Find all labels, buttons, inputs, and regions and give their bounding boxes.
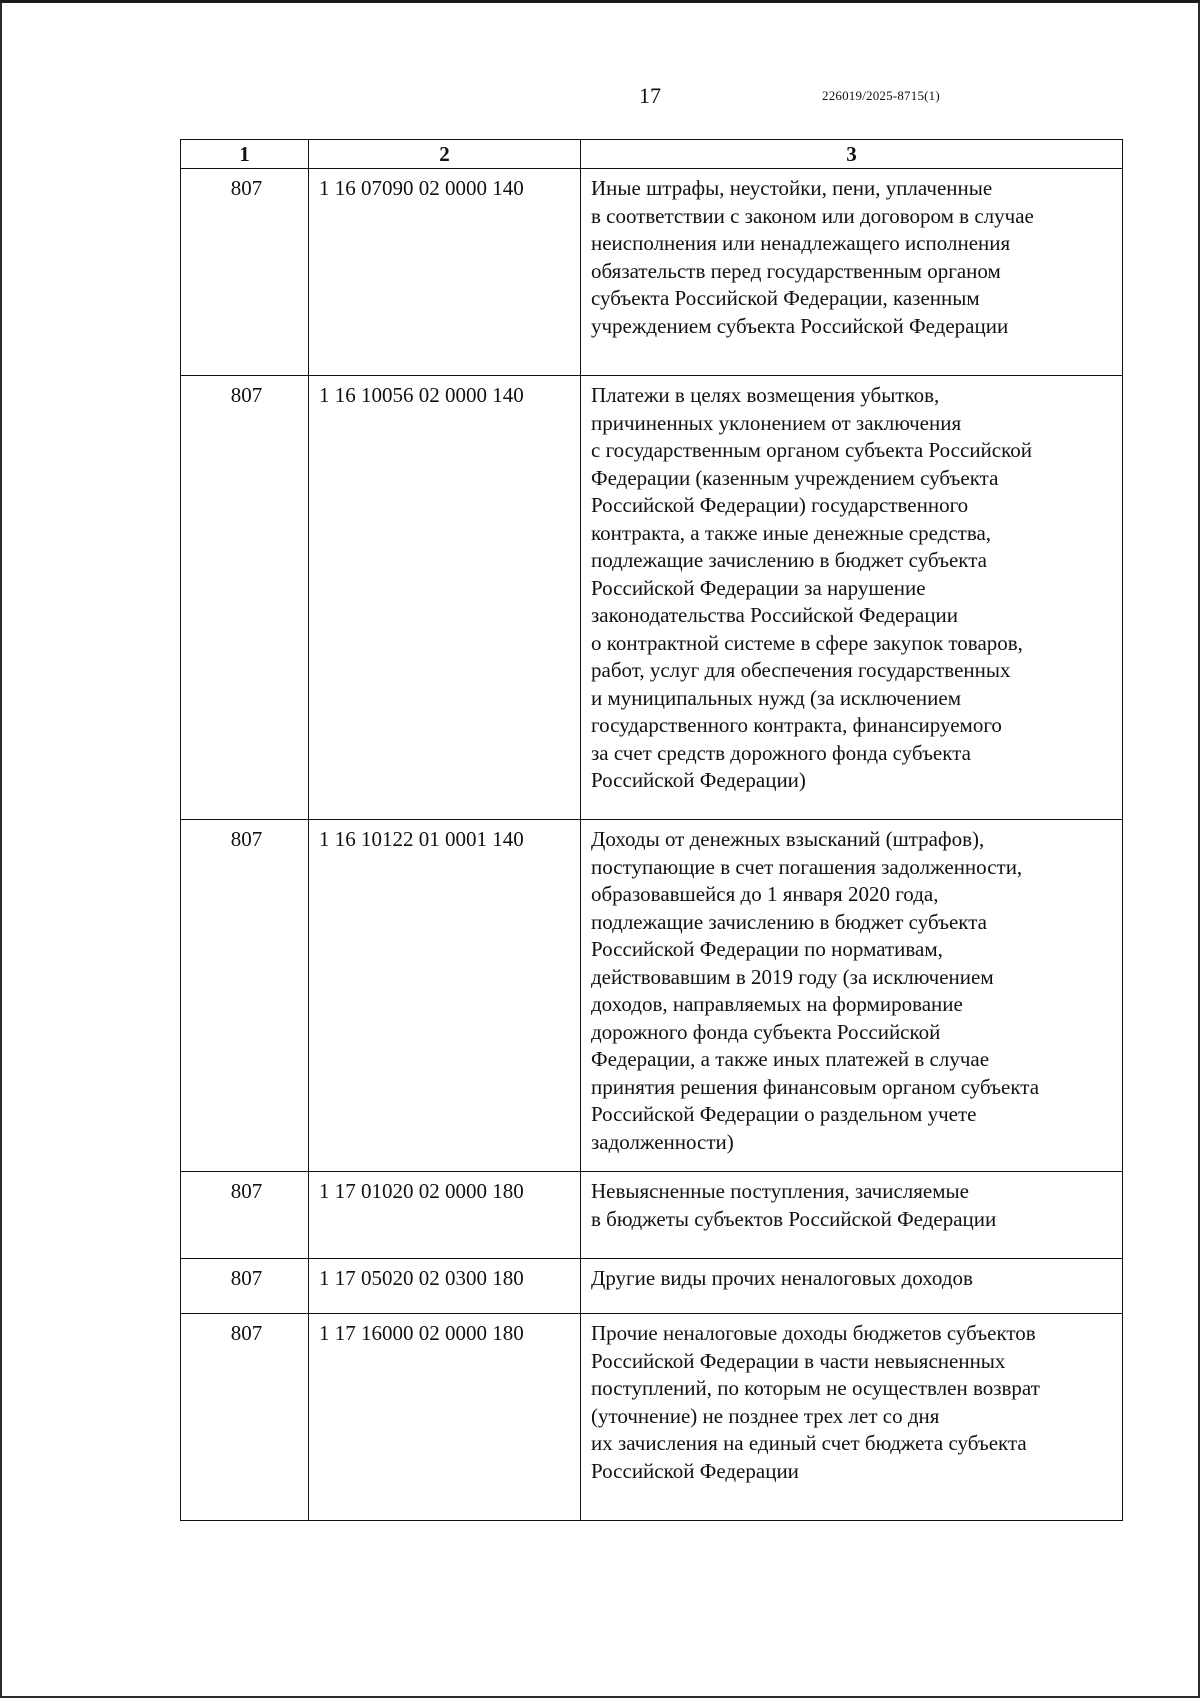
description-line: поступающие в счет погашения задолженности,	[591, 854, 1023, 879]
admin-code-cell: 807	[181, 1314, 309, 1521]
description-line: (уточнение) не позднее трех лет со дня	[591, 1403, 940, 1428]
description-line: субъекта Российской Федерации, казенным	[591, 286, 980, 310]
admin-code-cell: 807	[181, 169, 309, 376]
description-line: и муниципальных нужд (за исключением	[591, 685, 961, 710]
description-line: поступлений, по которым не осуществлен возврат	[591, 1376, 1040, 1400]
description-line: в бюджеты субъектов Российской Федерации	[591, 1206, 997, 1231]
description-line: Доходы от денежных взысканий (штрафов),	[591, 827, 985, 851]
description-line: с государственным органом субъекта Российской	[591, 438, 1032, 462]
column-header-3: 3	[581, 140, 1123, 169]
description-line: о контрактной системе в сфере закупок товаров,	[591, 630, 1023, 655]
revenue-codes-table	[180, 139, 1123, 1521]
table-row	[181, 1259, 1123, 1314]
description-line: законодательства Российской Федерации	[591, 603, 959, 627]
description-cell	[581, 1259, 1123, 1314]
admin-code-cell: 807	[181, 1172, 309, 1259]
description-line: причиненных уклонением от заключения	[591, 410, 962, 435]
description-line: Невыясненные поступления, зачисляемые	[591, 1179, 969, 1203]
description-line: подлежащие зачислению в бюджет субъекта	[591, 909, 987, 934]
description-cell	[581, 169, 1123, 376]
admin-code-cell: 807	[181, 376, 309, 820]
description-line: задолженности)	[591, 1129, 734, 1154]
admin-code-cell: 807	[181, 820, 309, 1172]
description-line: образовавшейся до 1 января 2020 года,	[591, 882, 939, 906]
description-line: неисполнения или ненадлежащего исполнения	[591, 231, 1011, 255]
page-number: 17	[639, 83, 661, 108]
budget-code-cell: 1 17 01020 02 0000 180	[309, 1172, 581, 1259]
description-line: дорожного фонда субъекта Российской	[591, 1019, 941, 1044]
description-cell	[581, 1172, 1123, 1259]
description-line: принятия решения финансовым органом субъекта	[591, 1074, 1040, 1099]
column-header-1: 1	[181, 140, 309, 169]
description-line: подлежащие зачислению в бюджет субъекта	[591, 548, 987, 572]
budget-code-cell: 1 16 10056 02 0000 140	[309, 376, 581, 820]
description-line: Другие виды прочих неналоговых доходов	[591, 1266, 973, 1290]
table-row	[181, 169, 1123, 376]
description-cell	[581, 820, 1123, 1172]
description-cell	[581, 376, 1123, 820]
budget-code-cell: 1 16 10122 01 0001 140	[309, 820, 581, 1172]
budget-code-cell: 1 17 05020 02 0300 180	[309, 1259, 581, 1314]
table-row	[181, 820, 1123, 1172]
description-line: Российской Федерации о раздельном учете	[591, 1102, 977, 1126]
admin-code-cell: 807	[181, 1259, 309, 1314]
budget-code-cell: 1 16 07090 02 0000 140	[309, 169, 581, 376]
description-line: работ, услуг для обеспечения государственных	[591, 658, 1011, 682]
column-header-2: 2	[309, 140, 581, 169]
document-reference: 226019/2025-8715(1)	[822, 88, 940, 103]
description-line: Российской Федерации в части невыясненных	[591, 1348, 1006, 1373]
description-line: Федерации, а также иных платежей в случае	[591, 1047, 990, 1071]
description-line: Федерации (казенным учреждением субъекта	[591, 465, 999, 490]
budget-code-cell: 1 17 16000 02 0000 180	[309, 1314, 581, 1521]
table-row	[181, 1314, 1123, 1521]
description-line: государственного контракта, финансируемого	[591, 713, 1002, 737]
description-line: Российской Федерации за нарушение	[591, 575, 926, 600]
table-row	[181, 376, 1123, 820]
description-line: действовавшим в 2019 году (за исключением	[591, 964, 994, 989]
table-row	[181, 1172, 1123, 1259]
table-header-row	[181, 140, 1123, 169]
description-line: контракта, а также иные денежные средства,	[591, 520, 992, 545]
description-line: Прочие неналоговые доходы бюджетов субъектов	[591, 1321, 1036, 1345]
description-line: Российской Федерации) государственного	[591, 493, 969, 517]
description-line: в соответствии с законом или договором в случае	[591, 203, 1034, 228]
description-line: обязательств перед государственным органом	[591, 258, 1001, 283]
description-line: учреждением субъекта Российской Федерации	[591, 313, 1009, 338]
description-line: доходов, направляемых на формирование	[591, 992, 963, 1016]
description-line: Иные штрафы, неустойки, пени, уплаченные	[591, 176, 993, 200]
description-line: за счет средств дорожного фонда субъекта	[591, 740, 971, 765]
description-line: Российской Федерации	[591, 1458, 799, 1483]
description-cell	[581, 1314, 1123, 1521]
description-line: Российской Федерации)	[591, 768, 806, 792]
description-line: Российской Федерации по нормативам,	[591, 937, 943, 961]
description-line: их зачисления на единый счет бюджета субъекта	[591, 1431, 1027, 1455]
description-line: Платежи в целях возмещения убытков,	[591, 383, 940, 407]
